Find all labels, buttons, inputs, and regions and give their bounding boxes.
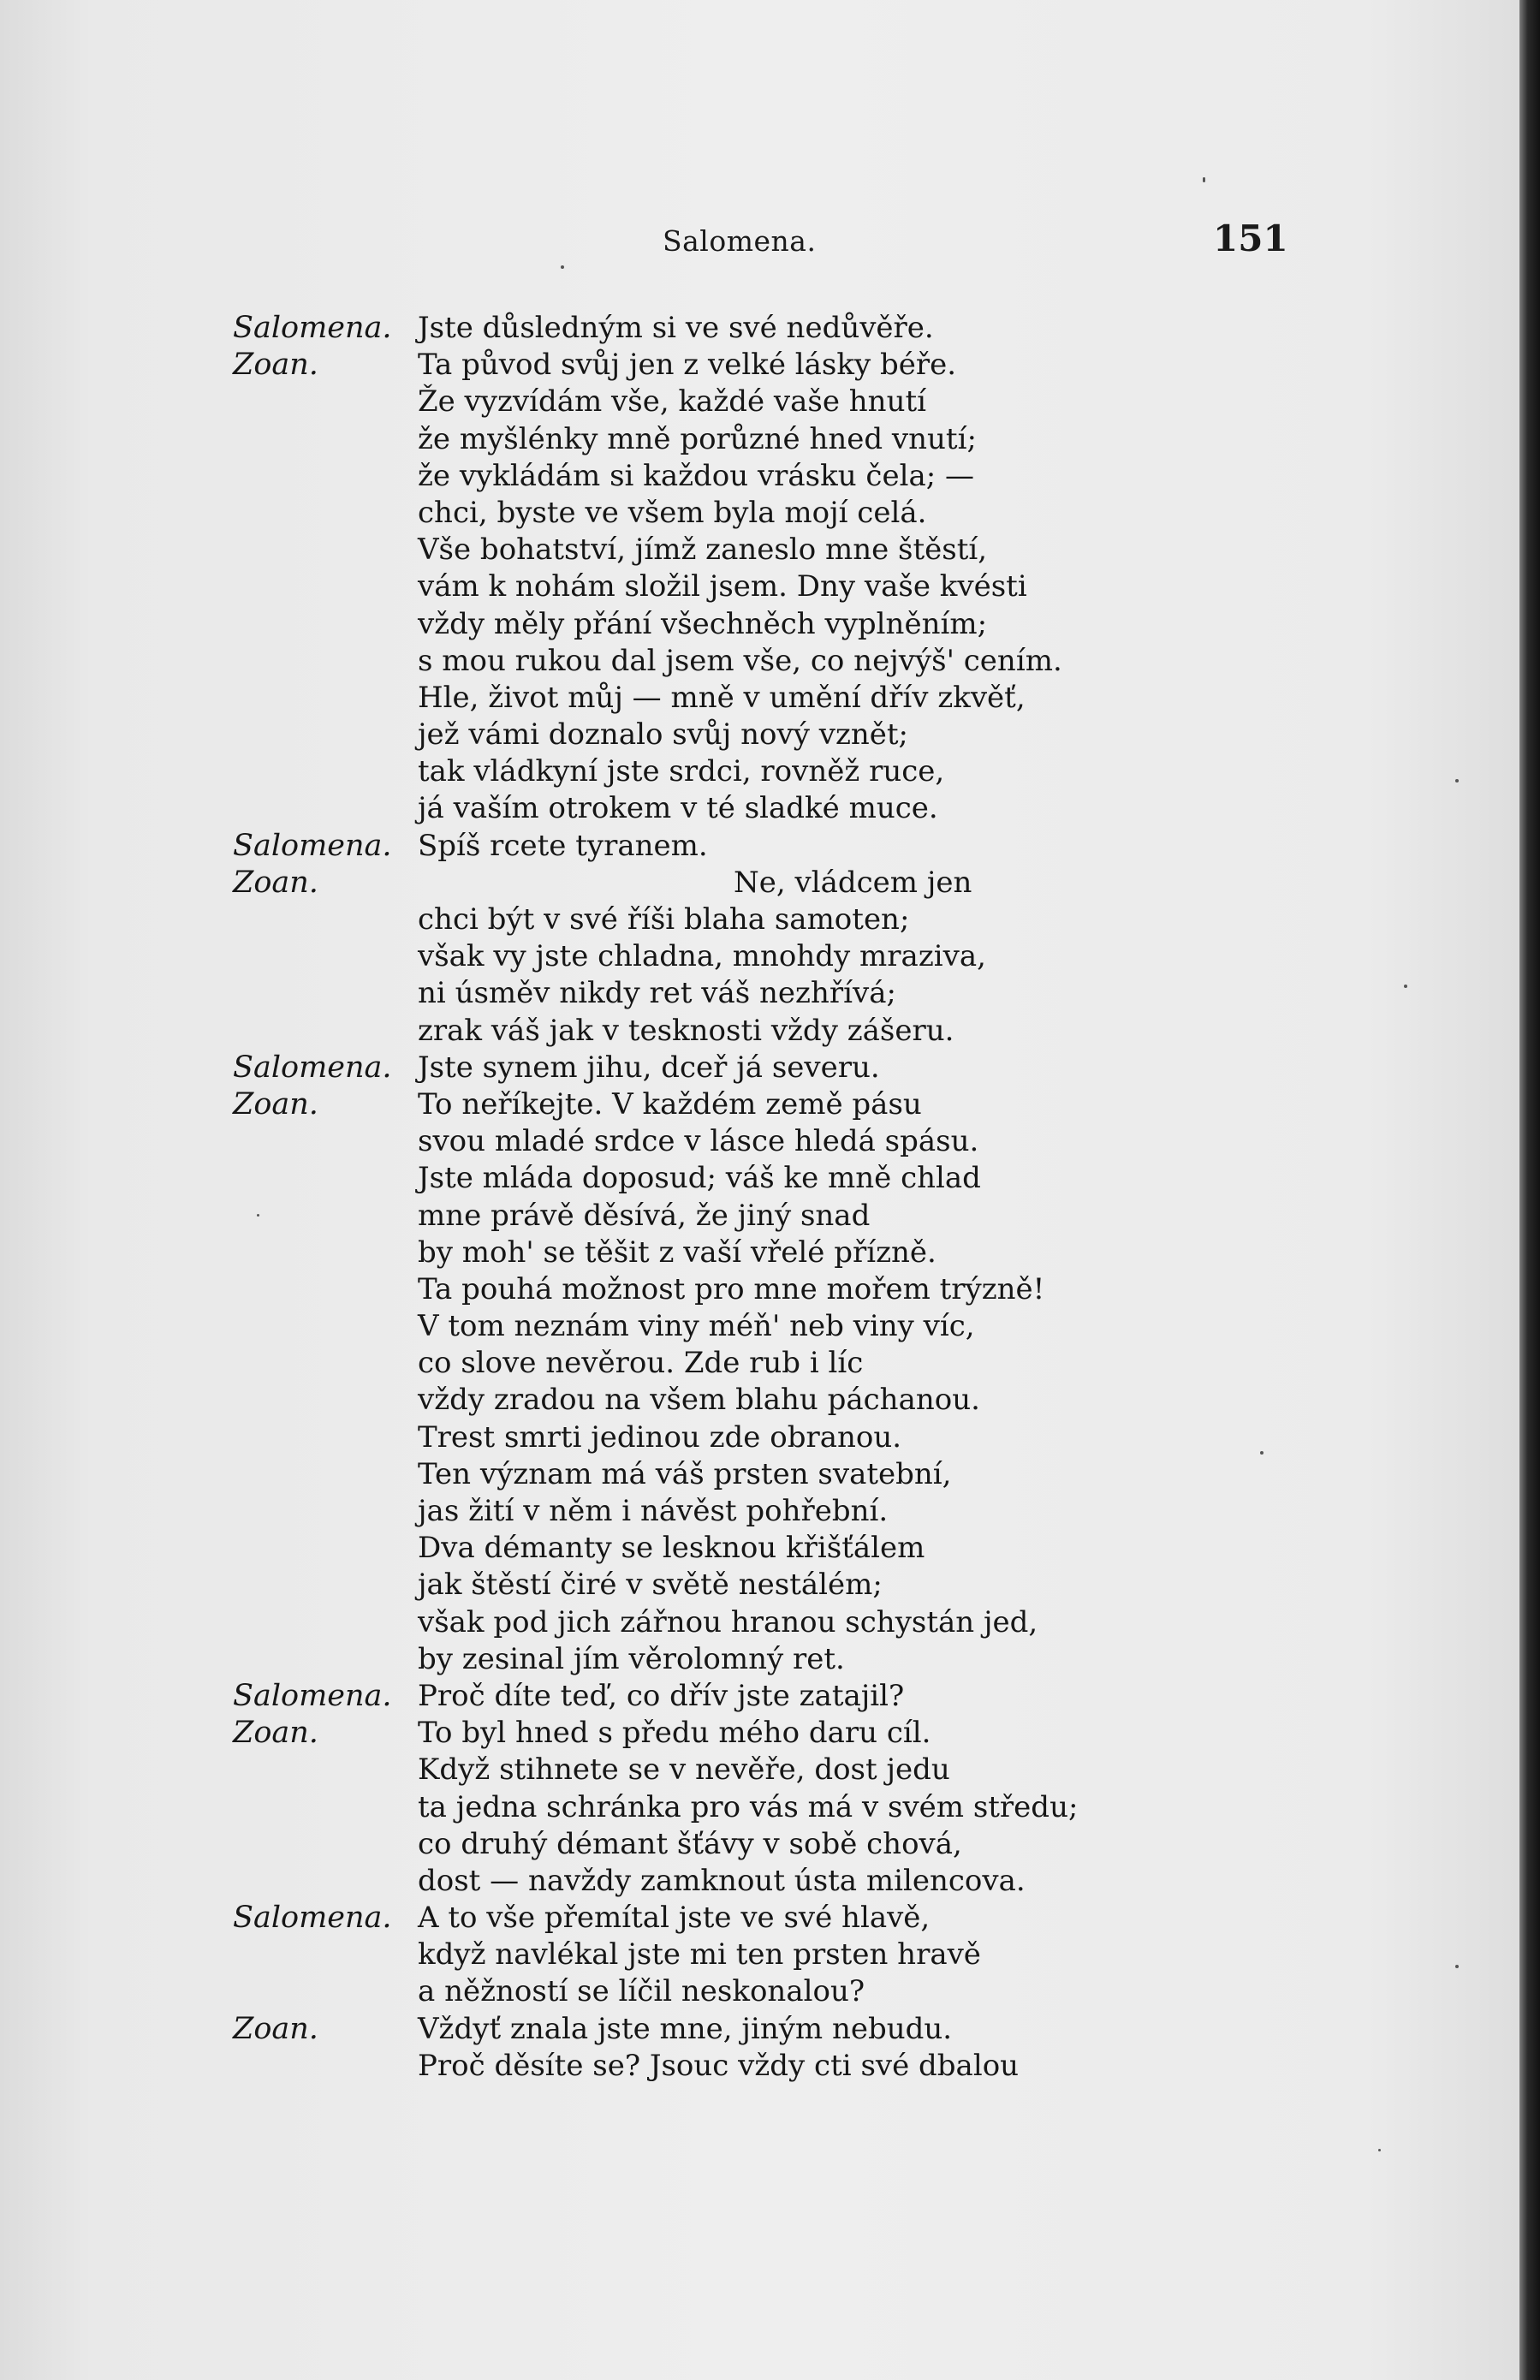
verse-text: já vaším otrokem v té sladké muce. <box>418 791 938 826</box>
verse-line <box>233 1752 1174 1788</box>
verse-line <box>233 532 1174 568</box>
verse-line <box>233 1050 1174 1086</box>
verse-text: Hle, život můj — mně v umění dřív zkvěť, <box>418 680 1026 715</box>
verse-line <box>233 901 1174 938</box>
verse-text: zrak váš jak v tesknosti vždy zášeru. <box>418 1013 954 1048</box>
print-speck <box>1455 1965 1459 1968</box>
verse-text: Že vyzvídám vše, každé vaše hnutí <box>418 384 927 419</box>
verse-line <box>233 458 1174 495</box>
verse-text: Ta pouhá možnost pro mne mořem trýzně! <box>418 1271 1045 1306</box>
verse-line <box>233 568 1174 605</box>
verse-dialogue <box>233 310 1174 2085</box>
verse-line <box>233 1789 1174 1826</box>
verse-text: To neříkejte. V každém země pásu <box>418 1086 922 1122</box>
verse-text: vždy měly přání všechněch vyplněním; <box>418 606 988 641</box>
verse-line <box>233 1419 1174 1456</box>
verse-line <box>233 347 1174 384</box>
verse-line <box>233 1198 1174 1235</box>
verse-text: Vše bohatství, jímž zaneslo mne štěstí, <box>418 533 988 568</box>
page-number: 151 <box>1213 217 1288 259</box>
verse-text: Proč díte teď, co dřív jste zatajil? <box>418 1678 905 1713</box>
verse-line <box>233 717 1174 753</box>
verse-text: mne právě děsívá, že jiný snad <box>418 1198 871 1233</box>
verse-line <box>233 1013 1174 1050</box>
verse-line <box>233 2011 1174 2048</box>
verse-text: svou mladé srdce v lásce hledá spásu. <box>418 1124 979 1159</box>
verse-line <box>233 1604 1174 1641</box>
verse-line <box>233 1567 1174 1604</box>
print-speck <box>1404 985 1407 988</box>
verse-line <box>233 2048 1174 2085</box>
verse-line <box>233 310 1174 347</box>
verse-text: Dva démanty se lesknou křišťálem <box>418 1531 925 1566</box>
verse-line <box>233 1456 1174 1493</box>
verse-text: Ta původ svůj jen z velké lásky béře. <box>418 348 957 383</box>
verse-text: V tom neznám viny méň' neb viny víc, <box>418 1309 975 1344</box>
verse-line <box>233 865 1174 901</box>
speaker-name: Zoan. <box>233 1716 318 1751</box>
verse-text: co slove nevěrou. Zde rub i líc <box>418 1346 864 1381</box>
verse-text: tak vládkyní jste srdci, rovněž ruce, <box>418 754 945 789</box>
verse-text: Ne, vládcem jen <box>734 865 972 900</box>
verse-text: Trest smrti jedinou zde obranou. <box>418 1419 902 1455</box>
verse-text: jas žití v něm i návěst pohřební. <box>418 1494 889 1528</box>
running-title: Salomena. <box>663 224 817 258</box>
verse-line <box>233 1160 1174 1197</box>
verse-text: ta jedna schránka pro vás má v svém středu; <box>418 1789 1079 1824</box>
verse-line <box>233 421 1174 458</box>
verse-text: a něžností se líčil neskonalou? <box>418 1974 865 2009</box>
page-header <box>0 217 1519 276</box>
print-speck <box>1203 177 1205 182</box>
verse-text: jež vámi doznalo svůj nový vznět; <box>418 717 909 753</box>
verse-line <box>233 1086 1174 1123</box>
verse-line <box>233 680 1174 717</box>
verse-line <box>233 606 1174 643</box>
verse-text: když navlékal jste mi ten prsten hravě <box>418 1937 981 1972</box>
verse-line <box>233 753 1174 790</box>
verse-text: Když stihnete se v nevěře, dost jedu <box>418 1752 950 1788</box>
page-edge-shadow <box>1519 0 1540 2380</box>
verse-text: vždy zradou na všem blahu páchanou. <box>418 1383 980 1418</box>
verse-text: ni úsměv nikdy ret váš nezhřívá; <box>418 976 896 1011</box>
verse-line <box>233 1826 1174 1863</box>
verse-text: Jste mláda doposud; váš ke mně chlad <box>418 1161 981 1196</box>
print-speck <box>257 1214 259 1217</box>
speaker-name: Zoan. <box>233 865 318 900</box>
verse-line <box>233 1973 1174 2010</box>
verse-line <box>233 1493 1174 1530</box>
verse-text: dost — navždy zamknout ústa milencova. <box>418 1863 1026 1898</box>
speaker-name: Salomena. <box>233 1050 392 1085</box>
verse-text: Ten význam má váš prsten svatební, <box>418 1456 952 1491</box>
verse-line <box>233 1641 1174 1678</box>
speaker-name: Salomena. <box>233 311 392 345</box>
verse-line <box>233 1271 1174 1308</box>
speaker-name: Salomena. <box>233 828 392 863</box>
verse-text: jak štěstí čiré v světě nestálém; <box>418 1568 883 1603</box>
print-speck <box>1260 1451 1264 1455</box>
verse-line <box>233 495 1174 532</box>
verse-line <box>233 1235 1174 1271</box>
verse-text: To byl hned s předu mého daru cíl. <box>418 1716 931 1751</box>
verse-line <box>233 1123 1174 1160</box>
verse-line <box>233 384 1174 420</box>
print-speck <box>1378 2149 1381 2151</box>
print-speck <box>561 265 564 269</box>
verse-text: chci, byste ve všem byla mojí celá. <box>418 495 927 530</box>
verse-line <box>233 1678 1174 1715</box>
speaker-name: Zoan. <box>233 348 318 383</box>
verse-text: však pod jich zářnou hranou schystán jed, <box>418 1604 1038 1639</box>
verse-line <box>233 1937 1174 1973</box>
verse-text: A to vše přemítal jste ve své hlavě, <box>418 1901 931 1936</box>
verse-line <box>233 1715 1174 1752</box>
verse-text: chci být v své říši blaha samoten; <box>418 902 910 937</box>
verse-text: by zesinal jím věrolomný ret. <box>418 1641 845 1676</box>
verse-line <box>233 975 1174 1012</box>
verse-text: že vykládám si každou vrásku čela; — <box>418 458 975 493</box>
verse-line <box>233 938 1174 975</box>
speaker-name: Zoan. <box>233 1086 318 1122</box>
speaker-name: Salomena. <box>233 1901 392 1936</box>
speaker-name: Salomena. <box>233 1678 392 1713</box>
verse-text: by moh' se těšit z vaší vřelé přízně. <box>418 1235 936 1270</box>
verse-text: co druhý démant šťávy v sobě chová, <box>418 1826 962 1861</box>
verse-text: však vy jste chladna, mnohdy mraziva, <box>418 939 986 974</box>
verse-line <box>233 790 1174 827</box>
verse-text: že myšlénky mně porůzné hned vnutí; <box>418 421 977 456</box>
verse-text: Jste synem jihu, dceř já severu. <box>418 1050 880 1085</box>
verse-text: Vždyť znala jste mne, jiným nebudu. <box>418 2011 953 2046</box>
verse-text: vám k nohám složil jsem. Dny vaše kvésti <box>418 569 1027 604</box>
verse-line <box>233 1308 1174 1345</box>
speaker-name: Zoan. <box>233 2011 318 2046</box>
verse-line <box>233 1863 1174 1900</box>
verse-text: Jste důsledným si ve své nedůvěře. <box>418 311 934 345</box>
verse-line <box>233 1382 1174 1419</box>
verse-line <box>233 643 1174 680</box>
verse-line <box>233 828 1174 865</box>
print-speck <box>1455 779 1459 782</box>
verse-text: Proč děsíte se? Jsouc vždy cti své dbalou <box>418 2048 1020 2083</box>
verse-line <box>233 1900 1174 1937</box>
verse-line <box>233 1345 1174 1382</box>
verse-text: Spíš rcete tyranem. <box>418 828 708 863</box>
verse-text: s mou rukou dal jsem vše, co nejvýš' cením. <box>418 643 1062 678</box>
verse-line <box>233 1530 1174 1567</box>
